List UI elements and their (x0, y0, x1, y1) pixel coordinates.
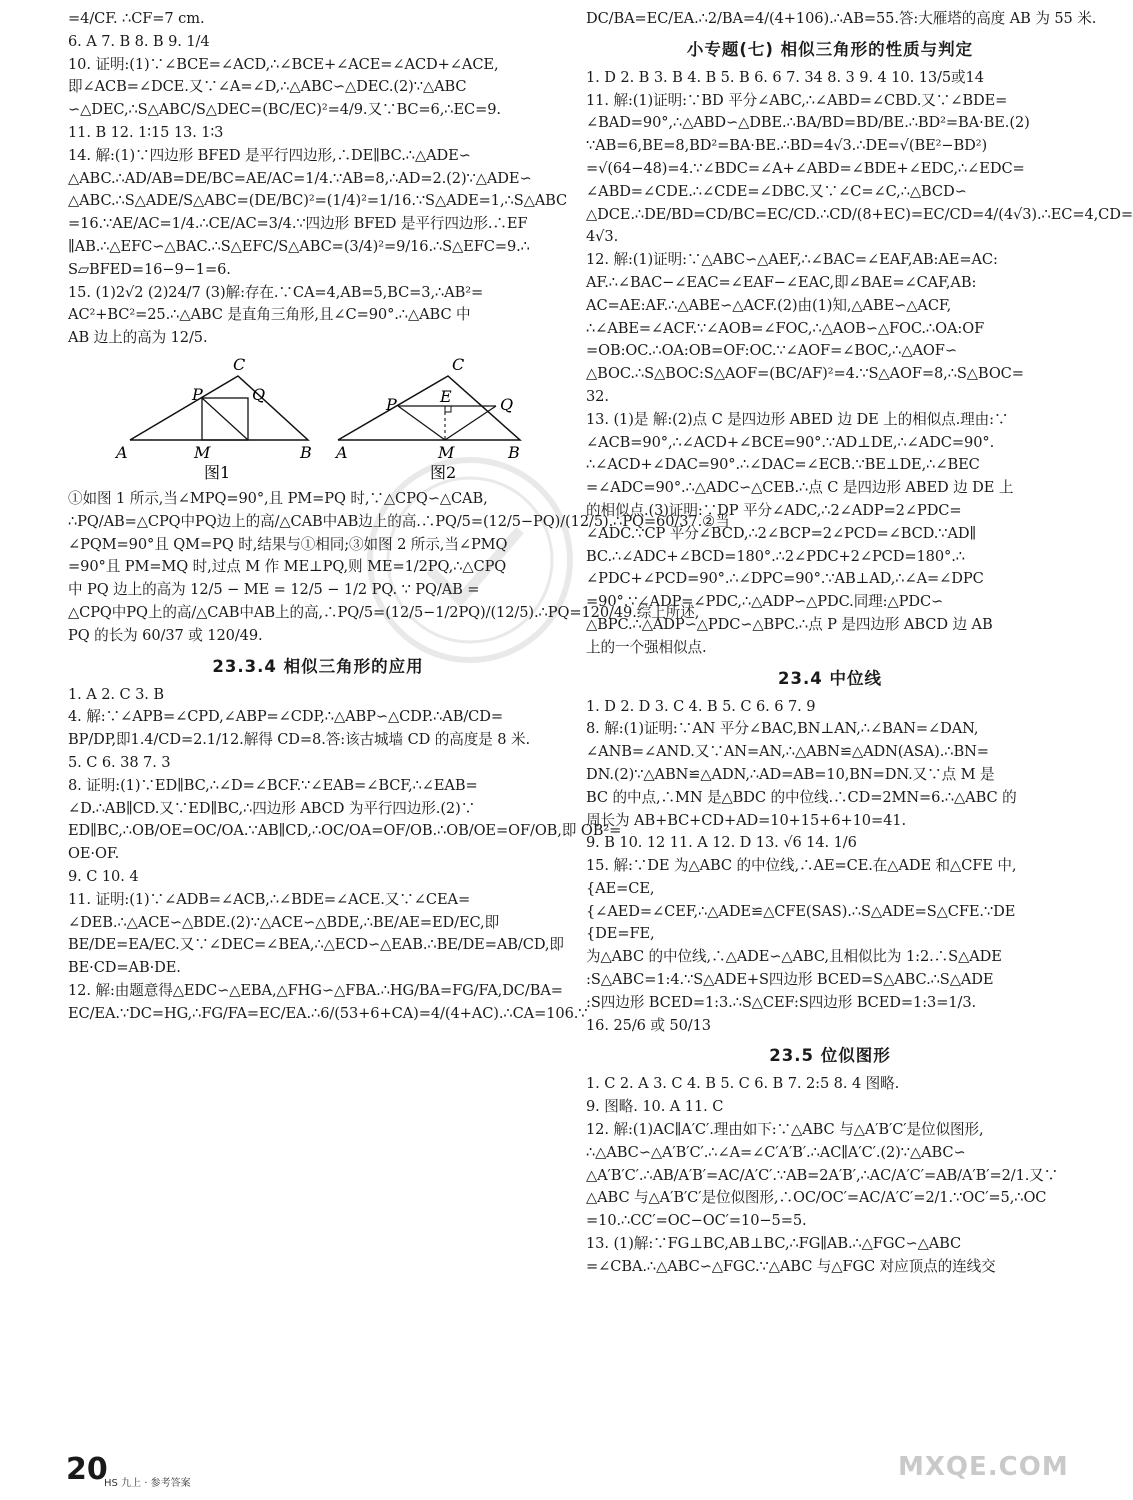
answer-line: 的相似点.(3)证明:∵DP 平分∠ADC,∴2∠ADP=2∠PDC= (586, 501, 962, 519)
answer-line: 9. 图略. 10. A 11. C (586, 1098, 724, 1116)
answer-line: BC.∴∠ADC+∠BCD=180°.∴2∠PDC+2∠PCD=180°.∴ (586, 547, 965, 565)
answer-line: BP/DP,即1.4/CD=2.1/12.解得 CD=8.答:该古城墙 CD 的高度是 8 米. (68, 731, 531, 749)
answer-line: 16. 25/6 或 50/13 (586, 1016, 711, 1034)
section-heading-23-4: 23.4 中位线 (778, 668, 882, 688)
section-heading-23-5: 23.5 位似图形 (769, 1046, 891, 1066)
answer-line: 15. 解:∵DE 为△ABC 的中位线,∴AE=CE.在△ADE 和△CFE 中, (586, 857, 1017, 875)
answer-line: AF.∴∠BAC−∠EAC=∠EAF−∠EAC,即∠BAE=∠CAF,AB: (586, 273, 977, 291)
answer-line: 11. 解:(1)证明:∵BD 平分∠ABC,∴∠ABD=∠CBD.又∵∠BDE= (586, 91, 1008, 109)
answer-line: 周长为 AB+BC+CD+AD=10+15+6+10=41. (586, 811, 906, 829)
answer-line: ∠ABD=∠CDE.∴∠CDE=∠DBC.又∵∠C=∠C,∴△BCD∽ (586, 182, 967, 200)
answer-line: =90°.∵∠ADP=∠PDC,∴△ADP∽△PDC.同理:△PDC∽ (586, 593, 944, 611)
answer-line: =√(64−48)=4.∵∠BDC=∠A+∠ABD=∠BDE+∠EDC,∴∠EDC= (586, 159, 1025, 177)
answer-line: 14. 解:(1)∵四边形 BFED 是平行四边形,∴DE∥BC.∴△ADE∽ (68, 146, 471, 164)
answer-line: ∠DEB.∴△ACE∽△BDE.(2)∵△ACE∽△BDE,∴BE/AE=ED/EC,即 (68, 913, 500, 931)
answer-line: AC=AE:AF.∴△ABE∽△ACF.(2)由(1)知,△ABE∽△ACF, (586, 296, 952, 314)
fig2-label-m: M (438, 442, 455, 462)
section-heading-23-3-4: 23.3.4 相似三角形的应用 (212, 656, 424, 676)
answer-line: ∠PDC+∠PCD=90°.∴∠DPC=90°.∵AB⊥AD,∴∠A=∠DPC (586, 570, 984, 588)
answer-line: △DCE.∴DE/BD=CD/BC=EC/CD.∴CD/(8+EC)=EC/CD=4/(4√3).∴EC=4,CD= (586, 205, 1133, 223)
answer-line: ED∥BC,∴OB/OE=OC/OA.∵AB∥CD,∴OC/OA=OF/OB.∴OB/OE=OF/OB,即 OB²= (68, 822, 622, 840)
figures-row (68, 354, 568, 484)
answer-line: BE·CD=AB·DE. (68, 959, 181, 977)
answer-line: △BOC.∴S△BOC:S△AOF=(BC/AF)²=4.∵S△AOF=8,∴S△BOC= (586, 365, 1024, 383)
fig2-label-b: B (508, 442, 520, 462)
answer-line: :S四边形 BCED=1:3.∴S△CEF:S四边形 BCED=1:3=1/3. (586, 993, 977, 1011)
answer-line: ∵AB=6,BE=8,BD²=BA·BE.∴BD=4√3.∴DE=√(BE²−BD²) (586, 137, 988, 155)
fig1-label-a: A (116, 442, 128, 462)
answer-line: 9. B 10. 12 11. A 12. D 13. √6 14. 1/6 (586, 834, 857, 852)
answer-line: 15. (1)2√2 (2)24/7 (3)解:存在.∵CA=4,AB=5,BC=3,∴AB²= (68, 283, 484, 301)
answer-line: 11. B 12. 1∶15 13. 1∶3 (68, 123, 224, 141)
answer-line: 1. D 2. D 3. C 4. B 5. C 6. 6 7. 9 (586, 697, 816, 715)
answer-line: △ABC 与△A′B′C′是位似图形,∴OC/OC′=AC/A′C′=2/1.∵OC′=5,∴OC (586, 1189, 1047, 1207)
answer-line: 8. 解:(1)证明:∵AN 平分∠BAC,BN⊥AN,∴∠BAN=∠DAN, (586, 720, 979, 738)
answer-line: 中 PQ 边上的高为 12/5 − ME = 12/5 − 1/2 PQ. ∵ PQ/AB = (68, 581, 480, 599)
answer-line: 1. A 2. C 3. B (68, 685, 164, 703)
answer-line: EC/EA.∵DC=HG,∴FG/FA=EC/EA.∴6/(53+6+CA)=4/(4+AC).∴CA=106.∵ (68, 1004, 588, 1022)
answer-line: 13. (1)是 解:(2)点 C 是四边形 ABED 边 DE 上的相似点.理由:∵ (586, 410, 1009, 428)
answer-line: 上的一个强相似点. (586, 638, 707, 656)
answer-line: ①如图 1 所示,当∠MPQ=90°,且 PM=PQ 时,∵△CPQ∽△CAB, (68, 489, 488, 507)
answer-line: =90°且 PM=MQ 时,过点 M 作 ME⊥PQ,则 ME=1/2PQ,∴△CPQ (68, 558, 507, 576)
answer-line: 12. 解:(1)证明:∵△ABC∽△AEF,∴∠BAC=∠EAF,AB:AE=AC: (586, 251, 998, 269)
right-answers-block-2 (586, 67, 1133, 660)
answer-line: ∠ADC.∵CP 平分∠BCD,∴2∠BCP=2∠PCD=∠BCD.∵AD∥ (586, 524, 977, 542)
answer-line: 12. 解:由题意得△EDC∽△EBA,△FHG∽△FBA.∴HG/BA=FG/FA,DC/BA= (68, 981, 563, 999)
answer-line: 9. C 10. 4 (68, 867, 139, 885)
triangle-figures (68, 354, 520, 484)
answer-line: ∽△DEC,∴S△ABC/S△DEC=(BC/EC)²=4/9.又∵BC=6,∴EC=9. (68, 101, 501, 119)
answer-line: ∠ANB=∠AND.又∵AN=AN,∴△ABN≌△ADN(ASA).∴BN= (586, 743, 989, 761)
answer-line: ∠PQM=90°且 QM=PQ 时,结果与①相同;③如图 2 所示,当∠PMQ (68, 535, 508, 553)
figure-1 (114, 355, 312, 482)
answer-line: DN.(2)∵△ABN≌△ADN,∴AD=AB=10,BN=DN.又∵点 M 是 (586, 765, 995, 783)
answer-line: 8. 证明:(1)∵ED∥BC,∴∠D=∠BCF.∵∠EAB=∠BCF,∴∠EAB= (68, 776, 478, 794)
answer-line: △BPC.∴△ADP∽△PDC∽△BPC.∴点 P 是四边形 ABCD 边 AB (586, 615, 993, 633)
answer-line: 即∠ACB=∠DCE.又∵∠A=∠D,∴△ABC∽△DEC.(2)∵△ABC (68, 78, 467, 96)
answer-line: 10. 证明:(1)∵∠BCE=∠ACD,∴∠BCE+∠ACE=∠ACD+∠ACE, (68, 55, 499, 73)
page-number: 20 (66, 1452, 108, 1487)
answer-line: ∠ACB=90°,∴∠ACD+∠BCE=90°.∵AD⊥DE,∴∠ADC=90°. (586, 433, 995, 451)
answer-line: 11. 证明:(1)∵∠ADB=∠ACB,∴∠BDE=∠ACE.又∵∠CEA= (68, 890, 471, 908)
fig1-label-c: C (233, 354, 246, 374)
answer-line: 4√3. (586, 228, 619, 246)
answer-line: DC/BA=EC/EA.∴2/BA=4/(4+106).∴AB=55.答:大雁塔的高度 AB 为 55 米. (586, 10, 1097, 27)
answer-line: 为△ABC 的中位线,∴△ADE∽△ABC,且相似比为 1:2.∴S△ADE (586, 948, 1002, 966)
answer-line: AC²+BC²=25.∴△ABC 是直角三角形,且∠C=90°.∴△ABC 中 (68, 306, 471, 324)
answer-line: △ABC.∴S△ADE/S△ABC=(DE/BC)²=(1/4)²=1/16.∵S△ADE=1,∴S△ABC (68, 192, 568, 210)
answer-line: =∠CBA.∴△ABC∽△FGC.∵△ABC 与△FGC 对应顶点的连线交 (586, 1257, 996, 1275)
answer-line: OE·OF. (68, 845, 120, 863)
answer-line: =10.∴CC′=OC−OC′=10−5=5. (586, 1212, 807, 1230)
answer-line: 32. (586, 387, 609, 405)
answer-line: :S△ABC=1:4.∵S△ADE+S四边形 BCED=S△ABC.∴S△ADE (586, 971, 994, 989)
answer-line: △CPQ中PQ上的高/△CAB中AB上的高,∴PQ/5=(12/5−1/2PQ)/(12/5).∴PQ=120/49.综上所述, (68, 603, 700, 621)
answer-line: 6. A 7. B 8. B 9. 1/4 (68, 32, 210, 50)
answer-line: 13. (1)解:∵FG⊥BC,AB⊥BC,∴FG∥AB.∴△FGC∽△ABC (586, 1235, 962, 1253)
answer-line: =OB:OC.∴OA:OB=OF:OC.∵∠AOF=∠BOC,∴△AOF∽ (586, 342, 957, 360)
fig1-label-q: Q (252, 384, 266, 404)
answer-line: BE/DE=EA/EC.又∵∠DEC=∠BEA,∴△ECD∽△EAB.∴BE/DE=AB/CD,即 (68, 936, 564, 954)
answer-line: ∴∠ACD+∠DAC=90°.∴∠DAC=∠ECB.∵BE⊥DE,∴∠BEC (586, 456, 980, 474)
watermark-logo: MXQE.COM (898, 1452, 1069, 1482)
answer-line: ∠BAD=90°,∴△ABD∽△DBE.∴BA/BD=BD/BE.∴BD²=BA·BE.(2) (586, 114, 1030, 132)
answer-line: △A′B′C′.∴AB/A′B′=AC/A′C′.∵AB=2A′B′,∴AC/A′C′=AB/A′B′=2/1.又∵ (586, 1166, 1059, 1184)
fig2-label-e: E (440, 386, 452, 406)
right-answers-block-4 (586, 1073, 1074, 1278)
section-heading-topic-7: 小专题(七) 相似三角形的性质与判定 (686, 39, 974, 59)
fig1-caption: 图1 (204, 462, 231, 482)
right-answers-block-1 (586, 8, 1097, 31)
answer-line: AB 边上的高为 12/5. (68, 329, 208, 347)
answer-line: {AE=CE, (586, 879, 655, 897)
left-answers-block-1 (68, 8, 568, 350)
answer-line: △ABC.∴AD/AB=DE/BC=AE/AC=1/4.∵AB=8,∴AD=2.(2)∵△ADE∽ (68, 169, 532, 187)
fig2-label-q: Q (500, 394, 514, 414)
answer-line: ∴△ABC∽△A′B′C′.∴∠A=∠C′A′B′.∴AC∥A′C′.(2)∵△ABC∽ (586, 1143, 966, 1161)
answer-line: S▱BFED=16−9−1=6. (68, 260, 231, 278)
answer-line: =∠ADC=90°.∴△ADC∽△CEB.∴点 C 是四边形 ABED 边 DE 上 (586, 479, 1014, 497)
answer-line: =16.∵AE/AC=1/4.∴CE/AC=3/4.∵四边形 BFED 是平行四边形.∴EF (68, 215, 528, 233)
fig2-label-c: C (452, 354, 465, 374)
right-answers-block-3 (586, 696, 1074, 1038)
figure-2 (334, 355, 520, 482)
right-column (586, 8, 1133, 1279)
answer-line: 1. C 2. A 3. C 4. B 5. C 6. B 7. 2:5 8. 4 图略. (586, 1075, 900, 1093)
answer-line: 5. C 6. 38 7. 3 (68, 753, 171, 771)
fig2-label-a: A (336, 442, 348, 462)
fig1-label-p: P (192, 384, 203, 404)
fig2-caption: 图2 (430, 462, 457, 482)
answer-line: PQ 的长为 60/37 或 120/49. (68, 626, 263, 644)
footer-label: HS 九上 · 参考答案 (104, 1478, 191, 1489)
answer-line: ∠D.∴AB∥CD.又∵ED∥BC,∴四边形 ABCD 为平行四边形.(2)∵ (68, 799, 476, 817)
answer-line: ∥AB.∴△EFC∽△BAC.∴S△EFC/S△ABC=(3/4)²=9/16.∴S△EFC=9.∴ (68, 237, 530, 255)
answer-line: {DE=FE, (586, 925, 655, 943)
answer-line: {∠AED=∠CEF,∴△ADE≌△CFE(SAS).∴S△ADE=S△CFE.∵DE (586, 902, 1016, 920)
answer-line: 1. D 2. B 3. B 4. B 5. B 6. 6 7. 34 8. 3 9. 4 10. 13/5或14 (586, 68, 984, 86)
answer-line: =4/CF. ∴CF=7 cm. (68, 10, 205, 27)
fig2-label-p: P (386, 394, 397, 414)
answer-line: 12. 解:(1)AC∥A′C′.理由如下:∵△ABC 与△A′B′C′是位似图形, (586, 1121, 984, 1139)
answer-line: BC 的中点,∴MN 是△BDC 的中位线.∴CD=2MN=6.∴△ABC 的 (586, 788, 1017, 806)
fig1-label-m: M (194, 442, 211, 462)
answer-line: ∴∠ABE=∠ACF.∵∠AOB=∠FOC,∴△AOB∽△FOC.∴OA:OF (586, 319, 985, 337)
fig1-label-b: B (300, 442, 312, 462)
answer-line: 4. 解:∵∠APB=∠CPD,∠ABP=∠CDP,∴△ABP∽△CDP.∴AB/CD= (68, 708, 503, 726)
answer-line: ∴PQ/AB=△CPQ中PQ边上的高/△CAB中AB边上的高.∴PQ/5=(12/5−PQ)/(12/5).∴PQ=60/37.②当 (68, 512, 730, 530)
